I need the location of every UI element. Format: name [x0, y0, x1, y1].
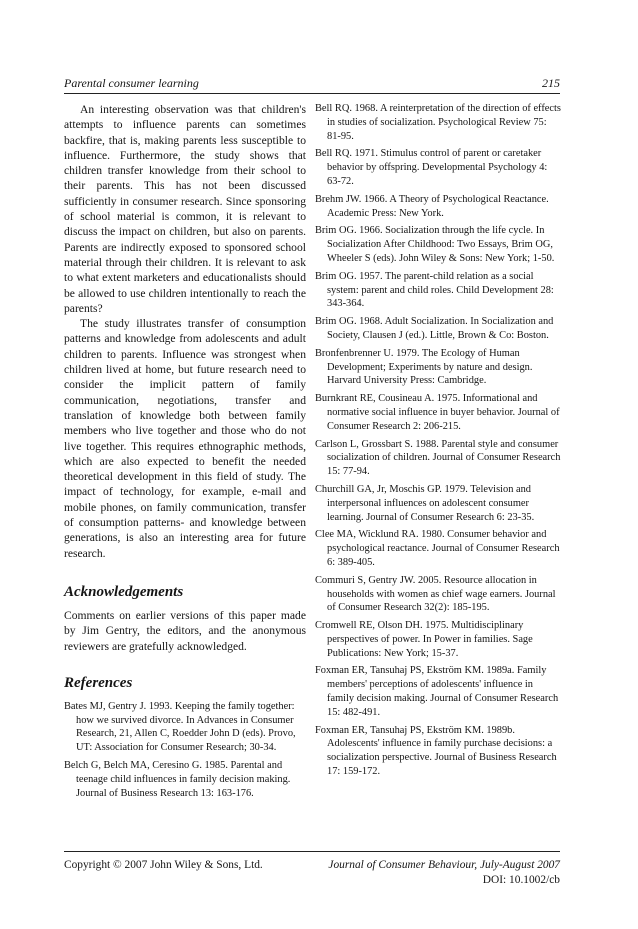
- reference-entry: Burnkrant RE, Cousineau A. 1975. Informational and normative social influence in buyer behavior. Journal of Consumer Research 2: 206-215.: [315, 393, 560, 432]
- body-paragraph-1: An interesting observation was that children's attempts to influence parents can sometimes backfire, that is, making parents less susceptible to influence. Furthermore, the study shows that children transfer knowledge from their school to their parents. This has not been discussed sufficiently in consumer research. Since sponsoring of school material is common, it is relevant to discuss the impact on children, but also on parents. Parents are indirectly exposed to sponsored school material through their children. It is relevant to ask to what extent marketers and educationalists should be allowed to use children intentionally to reach the parents?: [64, 103, 306, 315]
- reference-entry: Foxman ER, Tansuhaj PS, Ekström KM. 1989b. Adolescents' influence in family purchase decisions: a socialization perspective. Journal of Business Research 17: 159-172.: [315, 724, 557, 778]
- reference-entry: Clee MA, Wicklund RA. 1980. Consumer behavior and psychological reactance. Journal of Consumer Research 6: 389-405.: [315, 529, 560, 568]
- page-footer: [64, 858, 560, 894]
- reference-entry: Brim OG. 1957. The parent-child relation as a social system: parent and child roles. Child Development 28: 343-364.: [315, 270, 554, 310]
- copyright-notice: Copyright © 2007 John Wiley & Sons, Ltd.: [64, 859, 263, 871]
- doi: DOI: 10.1002/cb: [482, 874, 560, 886]
- left-column: [64, 102, 306, 804]
- page-number: 215: [542, 76, 560, 90]
- reference-entry: Churchill GA, Jr, Moschis GP. 1979. Television and interpersonal influences on adolescent consumer learning. Journal of Consumer Research 6: 23-35.: [315, 483, 535, 523]
- reference-entry: Brim OG. 1968. Adult Socialization. In Socialization and Society, Clausen J (ed.). Little, Brown & Co: Boston.: [315, 316, 554, 341]
- reference-entry: Cromwell RE, Olson DH. 1975. Multidisciplinary perspectives of power. In Power in families. Sage Publications: New York; 15-37.: [315, 620, 533, 659]
- reference-entry: Bronfenbrenner U. 1979. The Ecology of Human Development; Experiments by nature and design. Harvard University Press: Cambridge.: [315, 347, 533, 387]
- acknowledgements-heading: Acknowledgements: [64, 583, 184, 600]
- running-head: [64, 76, 560, 94]
- journal-citation: Journal of Consumer Behaviour, July-August 2007: [328, 859, 560, 871]
- references-heading: References: [64, 674, 133, 691]
- body-paragraph-2: The study illustrates transfer of consumption patterns and knowledge from adolescents and adult children to parents. Influence was strongest when children lived at home, but future research need to consider the implicit pattern of family communication, negotiations, transfer and translation of knowledge both between family members who live together and those who do not live together. This requires ethnographic methods, which are also expected to benefit the needed theoretical development in this field of study. The impact of technology, for example, e-mail and mobile phones, on family communication, transfer of consumption patterns- and knowledge between generations, is also an interesting area for future research.: [64, 317, 306, 560]
- reference-entry: Bell RQ. 1971. Stimulus control of parent or caretaker behavior by offspring. Developmental Psychology 4: 63-72.: [315, 148, 548, 187]
- reference-entry: Brehm JW. 1966. A Theory of Psychological Reactance. Academic Press: New York.: [315, 193, 549, 219]
- header-rule: [64, 93, 560, 94]
- reference-entry: Foxman ER, Tansuhaj PS, Ekström KM. 1989a. Family members' perceptions of adolescents' influence in family decision making. Journal of Consumer Research 15: 482-491.: [315, 665, 559, 718]
- reference-entry: Bates MJ, Gentry J. 1993. Keeping the family together: how we survived divorce. In Advances in Consumer Research, 21, Allen C, Roedder John D (eds). Provo, UT: Association for Consumer Research; 30-34.: [64, 700, 296, 754]
- reference-entry: Belch G, Belch MA, Ceresino G. 1985. Parental and teenage child influences in family decision making. Journal of Business Research 13: 163-176.: [64, 759, 291, 799]
- reference-entry: Bell RQ. 1968. A reinterpretation of the direction of effects in studies of socialization. Psychological Review 75: 81-95.: [315, 103, 561, 142]
- reference-entry: Carlson L, Grossbart S. 1988. Parental style and consumer socialization of children. Journal of Consumer Research 15: 77-94.: [315, 438, 561, 478]
- reference-entry: Brim OG. 1966. Socialization through the life cycle. In Socialization After Childhood: Two Essays, Brim OG, Wheeler S (eds). John Wiley & Sons: New York; 1-50.: [315, 225, 555, 264]
- acknowledgements-text: Comments on earlier versions of this paper made by Jim Gentry, the editors, and the anonymous reviewers are gratefully acknowledged.: [64, 608, 306, 653]
- footer-rule: [64, 851, 560, 852]
- running-head-title: Parental consumer learning: [64, 76, 199, 90]
- right-column: [315, 102, 561, 783]
- reference-entry: Commuri S, Gentry JW. 2005. Resource allocation in households with women as chief wage earners. Journal of Consumer Research 32(2): 185-195.: [315, 574, 556, 614]
